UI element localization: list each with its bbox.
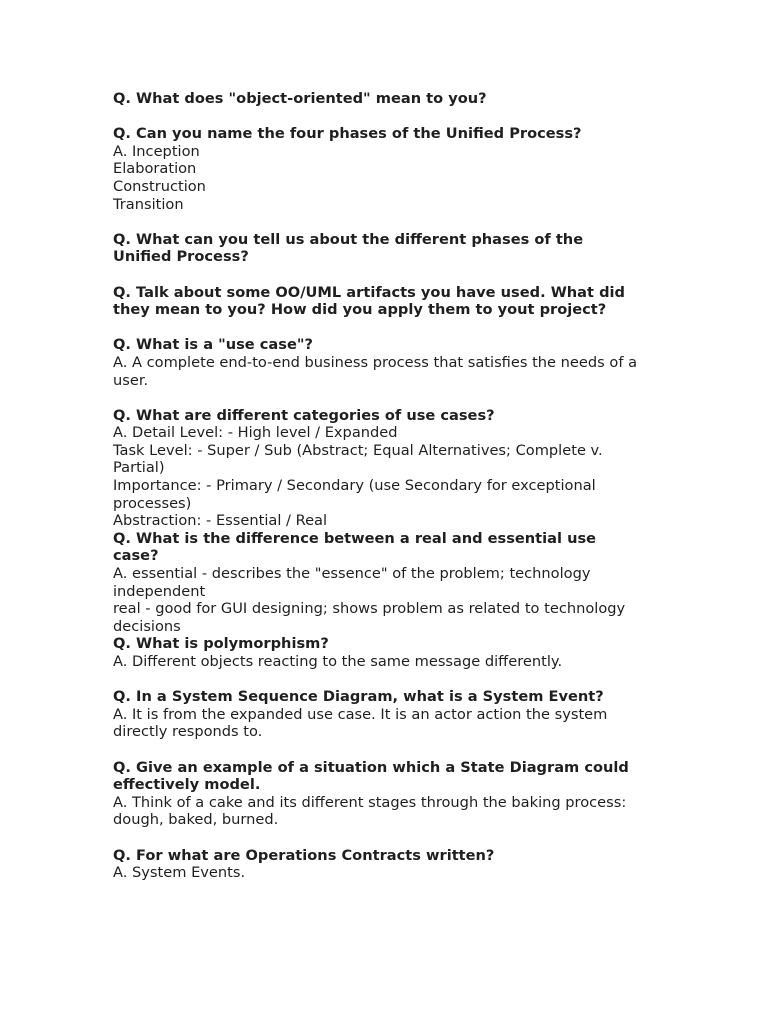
question-line: Unified Process?	[113, 248, 249, 266]
qa-block	[113, 407, 661, 530]
answer-line: Construction	[113, 177, 206, 195]
answer-line: Elaboration	[113, 160, 197, 178]
answer-line: real - good for GUI designing; shows problem as related to technology	[113, 600, 626, 618]
answer-line: Abstraction: - Essential / Real	[113, 512, 328, 530]
question-line: Q. What is the difference between a real and essential use	[113, 529, 597, 547]
answer-line: user.	[113, 371, 149, 389]
question-line: Q. What is polymorphism?	[113, 635, 329, 653]
question-line: Q. Can you name the four phases of the Unified Process?	[113, 125, 582, 143]
qa-block	[113, 688, 661, 741]
answer-line: dough, baked, burned.	[113, 811, 279, 829]
question-line: Q. What is a "use case"?	[113, 336, 313, 354]
answer-line: A. It is from the expanded use case. It is an actor action the system	[113, 705, 608, 723]
answer-line: directly responds to.	[113, 723, 263, 741]
qa-block	[113, 635, 661, 670]
qa-block	[113, 530, 661, 636]
qa-block	[113, 847, 661, 882]
question-line: effectively model.	[113, 776, 261, 794]
question-line: Q. Give an example of a situation which a State Diagram could	[113, 758, 629, 776]
answer-line: A. Detail Level: - High level / Expanded	[113, 424, 398, 442]
qa-block	[113, 125, 661, 213]
question-line: Q. For what are Operations Contracts written?	[113, 846, 495, 864]
question-line: Q. What are different categories of use cases?	[113, 406, 495, 424]
answer-line: A. Think of a cake and its different stages through the baking process:	[113, 793, 627, 811]
answer-line: A. Different objects reacting to the same message differently.	[113, 653, 563, 670]
answer-line: Importance: - Primary / Secondary (use Secondary for exceptional	[113, 477, 596, 495]
qa-block	[113, 759, 661, 829]
answer-line: Partial)	[113, 459, 165, 477]
qa-block	[113, 231, 661, 266]
question-line: Q. What can you tell us about the different phases of the	[113, 230, 584, 248]
qa-block	[113, 336, 661, 389]
question-line: case?	[113, 547, 159, 565]
question-line: Q. In a System Sequence Diagram, what is a System Event?	[113, 688, 604, 706]
qa-block	[113, 284, 661, 319]
qa-block	[113, 90, 661, 108]
answer-line: Transition	[113, 195, 184, 213]
answer-line: Task Level: - Super / Sub (Abstract; Equal Alternatives; Complete v.	[113, 441, 603, 459]
answer-line: A. essential - describes the "essence" of the problem; technology	[113, 565, 591, 583]
answer-line: decisions	[113, 617, 181, 635]
question-line: they mean to you? How did you apply them to yout project?	[113, 301, 607, 319]
answer-line: A. System Events.	[113, 864, 246, 882]
document-body	[113, 90, 661, 882]
answer-line: A. Inception	[113, 142, 200, 160]
answer-line: independent	[113, 582, 206, 600]
answer-line: A. A complete end-to-end business process that satisfies the needs of a	[113, 353, 638, 371]
question-line: Q. What does "object-oriented" mean to you?	[113, 90, 487, 107]
question-line: Q. Talk about some OO/UML artifacts you have used. What did	[113, 283, 625, 301]
answer-line: processes)	[113, 494, 192, 512]
